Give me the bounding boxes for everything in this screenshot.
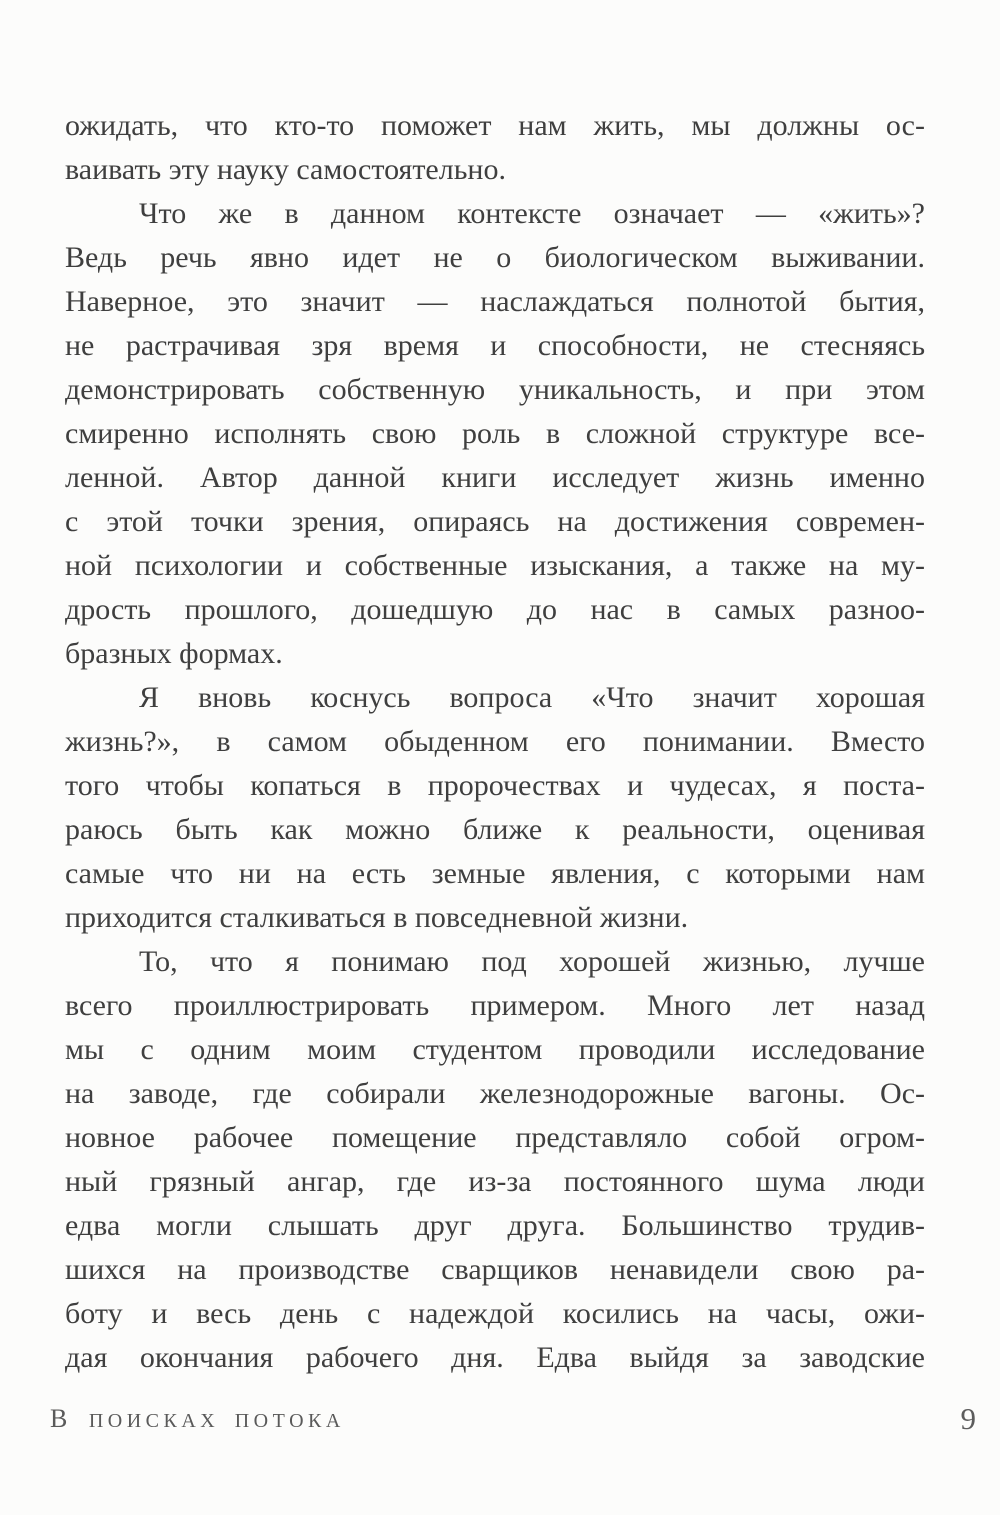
text-line: ной психологии и собственные изыскания, а также на му- bbox=[65, 549, 925, 582]
text-line: смиренно исполнять свою роль в сложной структуре все- bbox=[65, 417, 925, 450]
text-line: То, что я понимаю под хорошей жизнью, лучше bbox=[139, 945, 925, 978]
text-line: ный грязный ангар, где из-за постоянного шума люди bbox=[65, 1165, 925, 1198]
text-block bbox=[65, 104, 925, 1380]
text-line: раюсь быть как можно ближе к реальности, оценивая bbox=[65, 813, 925, 846]
text-line: Я вновь коснусь вопроса «Что значит хорошая bbox=[139, 681, 925, 714]
text-line: ленной. Автор данной книги исследует жизнь именно bbox=[65, 461, 925, 494]
text-line: демонстрировать собственную уникальность, и при этом bbox=[65, 373, 925, 406]
text-line: на заводе, где собирали железнодорожные вагоны. Ос- bbox=[65, 1077, 925, 1110]
running-title: В ПОИСКАХ ПОТОКА bbox=[50, 1404, 345, 1433]
text-line: всего проиллюстрировать примером. Много лет назад bbox=[65, 989, 925, 1022]
text-line: Что же в данном контексте означает — «жить»? bbox=[139, 197, 925, 230]
text-line: дая окончания рабочего дня. Едва выйдя за заводские bbox=[65, 1341, 925, 1374]
text-line: Наверное, это значит — наслаждаться полнотой бытия, bbox=[65, 285, 925, 318]
text-line: ваивать эту науку самостоятельно. bbox=[65, 153, 506, 186]
text-line: самые что ни на есть земные явления, с которыми нам bbox=[65, 857, 925, 890]
text-line: мы с одним моим студентом проводили исследование bbox=[65, 1033, 925, 1066]
text-line: ожидать, что кто-то поможет нам жить, мы должны ос- bbox=[65, 109, 925, 142]
text-line: Ведь речь явно идет не о биологическом выживании. bbox=[65, 241, 925, 274]
page-number: 9 bbox=[960, 1401, 976, 1436]
text-line: бразных формах. bbox=[65, 637, 283, 670]
text-line: едва могли слышать друг друга. Большинство трудив- bbox=[65, 1209, 925, 1242]
text-line: дрость прошлого, дошедшую до нас в самых разноо- bbox=[65, 593, 925, 626]
text-line: жизнь?», в самом обыденном его понимании. Вместо bbox=[65, 725, 925, 758]
text-line: не растрачивая зря время и способности, не стесняясь bbox=[65, 329, 925, 362]
text-line: боту и весь день с надеждой косились на часы, ожи- bbox=[65, 1297, 925, 1330]
text-line: того чтобы копаться в пророчествах и чудесах, я поста- bbox=[65, 769, 925, 802]
text-line: приходится сталкиваться в повседневной жизни. bbox=[65, 901, 689, 934]
text-line: шихся на производстве сварщиков ненавидели свою ра- bbox=[65, 1253, 925, 1286]
text-line: с этой точки зрения, опираясь на достижения современ- bbox=[65, 505, 925, 538]
text-line: новное рабочее помещение представляло собой огром- bbox=[65, 1121, 925, 1154]
